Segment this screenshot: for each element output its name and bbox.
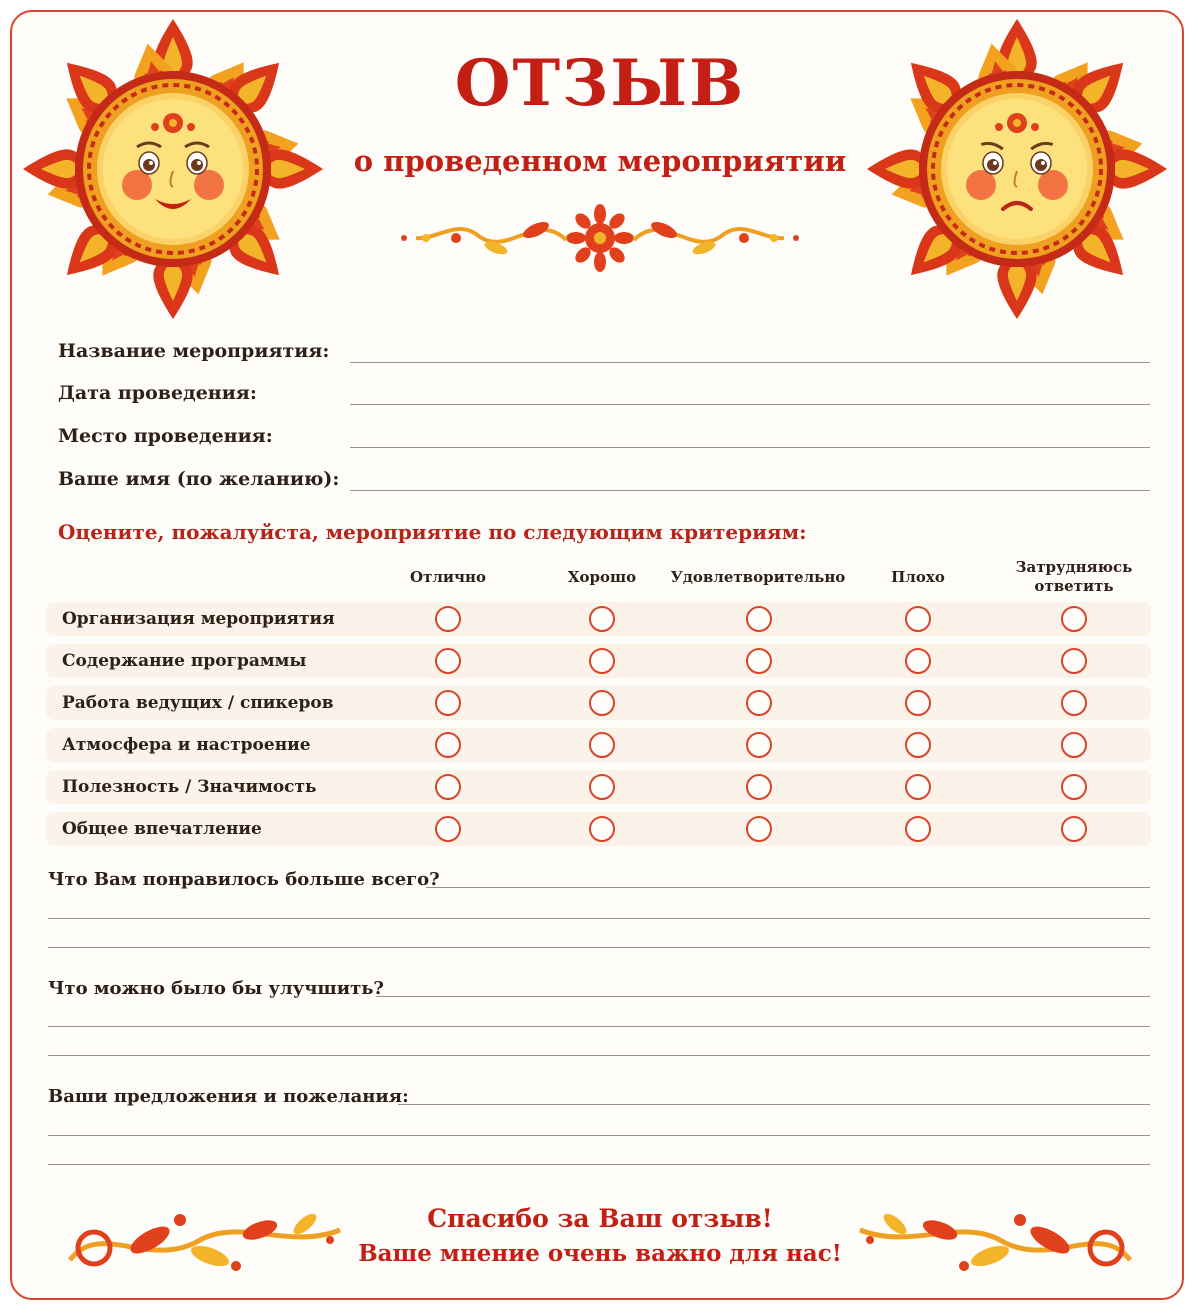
event-place-label: Место проведения: <box>58 425 273 447</box>
radio-good[interactable] <box>589 732 615 758</box>
rating-row-label: Атмосфера и настроение <box>62 735 311 755</box>
your-name-label: Ваше имя (по желанию): <box>58 468 340 490</box>
thanks-message: Спасибо за Ваш отзыв! <box>427 1204 773 1233</box>
floral-ornament-icon <box>850 1200 1140 1280</box>
rating-row-label: Содержание программы <box>62 651 307 671</box>
question-liked-label: Что Вам понравилось больше всего? <box>48 869 440 890</box>
answer-line[interactable] <box>48 1135 1150 1136</box>
rating-row-label: Организация мероприятия <box>62 609 335 629</box>
your-name-field[interactable] <box>58 468 1150 498</box>
col-head-not-sure: Затрудняюсь ответить <box>1015 558 1133 595</box>
radio-not-sure[interactable] <box>1061 732 1087 758</box>
col-head-poor: Плохо <box>891 568 945 586</box>
rating-row <box>46 602 1151 636</box>
event-name-line[interactable] <box>350 362 1150 363</box>
event-name-field[interactable] <box>58 340 1150 370</box>
thanks-submessage: Ваше мнение очень важно для нас! <box>358 1240 842 1267</box>
question-improve-label: Что можно было бы улучшить? <box>48 978 384 999</box>
event-date-line[interactable] <box>350 404 1150 405</box>
radio-good[interactable] <box>589 690 615 716</box>
col-head-satisfactory: Удовлетворительно <box>670 568 846 586</box>
radio-good[interactable] <box>589 648 615 674</box>
answer-line[interactable] <box>48 918 1150 919</box>
your-name-line[interactable] <box>350 490 1150 491</box>
radio-satisfactory[interactable] <box>746 816 772 842</box>
col-head-good: Хорошо <box>567 568 637 586</box>
radio-poor[interactable] <box>905 690 931 716</box>
rating-row <box>46 728 1151 762</box>
radio-satisfactory[interactable] <box>746 690 772 716</box>
radio-not-sure[interactable] <box>1061 816 1087 842</box>
answer-line[interactable] <box>48 1026 1150 1027</box>
answer-line[interactable] <box>426 887 1150 888</box>
radio-not-sure[interactable] <box>1061 648 1087 674</box>
page-title: ОТЗЫВ <box>454 46 746 121</box>
answer-line[interactable] <box>398 1104 1150 1105</box>
event-name-label: Название мероприятия: <box>58 340 330 362</box>
sad-sun-icon <box>862 14 1172 324</box>
rating-row-label: Работа ведущих / спикеров <box>62 693 334 713</box>
radio-poor[interactable] <box>905 816 931 842</box>
radio-excellent[interactable] <box>435 648 461 674</box>
event-place-field[interactable] <box>58 425 1150 455</box>
radio-satisfactory[interactable] <box>746 774 772 800</box>
radio-not-sure[interactable] <box>1061 774 1087 800</box>
event-place-line[interactable] <box>350 447 1150 448</box>
smiling-sun-icon <box>18 14 328 324</box>
radio-not-sure[interactable] <box>1061 606 1087 632</box>
radio-poor[interactable] <box>905 606 931 632</box>
radio-good[interactable] <box>589 816 615 842</box>
radio-excellent[interactable] <box>435 774 461 800</box>
floral-ornament-icon <box>396 200 804 278</box>
event-date-label: Дата проведения: <box>58 382 257 404</box>
rating-row <box>46 812 1151 846</box>
radio-poor[interactable] <box>905 648 931 674</box>
radio-excellent[interactable] <box>435 732 461 758</box>
rating-row <box>46 686 1151 720</box>
answer-line[interactable] <box>48 947 1150 948</box>
radio-poor[interactable] <box>905 732 931 758</box>
page-subtitle: о проведенном мероприятии <box>353 144 847 178</box>
radio-excellent[interactable] <box>435 606 461 632</box>
radio-excellent[interactable] <box>435 816 461 842</box>
question-suggestions-label: Ваши предложения и пожелания: <box>48 1086 409 1107</box>
rating-row-label: Общее впечатление <box>62 819 262 839</box>
floral-ornament-icon <box>60 1200 350 1280</box>
answer-line[interactable] <box>48 1164 1150 1165</box>
event-date-field[interactable] <box>58 382 1150 412</box>
radio-poor[interactable] <box>905 774 931 800</box>
radio-good[interactable] <box>589 606 615 632</box>
col-head-excellent: Отлично <box>409 568 487 586</box>
radio-good[interactable] <box>589 774 615 800</box>
rating-row <box>46 770 1151 804</box>
radio-satisfactory[interactable] <box>746 648 772 674</box>
rating-row-label: Полезность / Значимость <box>62 777 317 797</box>
answer-line[interactable] <box>48 1055 1150 1056</box>
answer-line[interactable] <box>376 996 1150 997</box>
radio-excellent[interactable] <box>435 690 461 716</box>
radio-satisfactory[interactable] <box>746 606 772 632</box>
radio-not-sure[interactable] <box>1061 690 1087 716</box>
rating-row <box>46 644 1151 678</box>
radio-satisfactory[interactable] <box>746 732 772 758</box>
rating-heading: Оцените, пожалуйста, мероприятие по следующим критериям: <box>58 520 807 544</box>
